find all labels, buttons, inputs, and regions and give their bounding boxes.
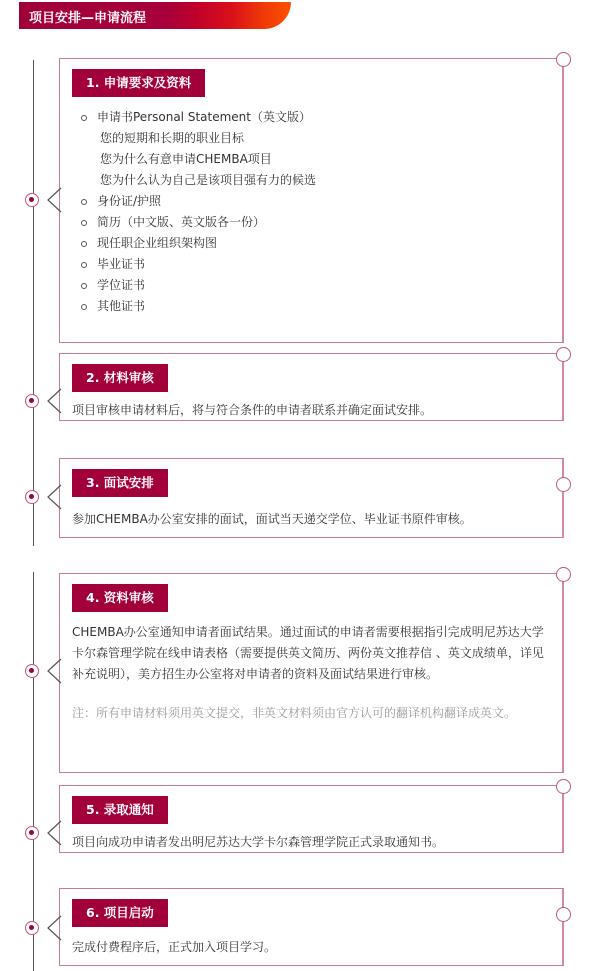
step-text: 参加CHEMBA办公室安排的面试，面试当天递交学位、毕业证书原件审核。 — [72, 512, 472, 526]
step-text: 完成付费程序后，正式加入项目学习。 — [72, 940, 277, 954]
sub-item: 您为什么认为自己是该项目强有力的候选 — [100, 173, 317, 187]
list-item: 身份证/护照 — [72, 191, 550, 212]
step-card-6 — [59, 888, 564, 966]
sub-item: 您为什么有意申请CHEMBA项目 — [100, 152, 272, 166]
step-text: 项目向成功申请者发出明尼苏达大学卡尔森管理学院正式录取通知书。 — [72, 835, 445, 849]
step-card-4 — [59, 573, 564, 773]
timeline-node-icon — [25, 664, 39, 678]
chevron-left-icon — [46, 820, 62, 846]
list-item: 简历（中文版、英文版各一份） — [72, 212, 550, 233]
chevron-left-icon — [46, 658, 62, 684]
list-item: 现任职企业组织架构图 — [72, 233, 550, 254]
step-title: 6. 项目启动 — [72, 899, 168, 927]
circle-icon — [556, 347, 571, 362]
timeline-node-icon — [25, 490, 39, 504]
chevron-left-icon — [46, 484, 62, 510]
step-card-1 — [59, 58, 564, 343]
timeline-node-icon — [25, 826, 39, 840]
list-item: 学位证书 — [72, 275, 550, 296]
step-text: 项目审核申请材料后，将与符合条件的申请者联系并确定面试安排。 — [72, 403, 433, 417]
step-card-2 — [59, 353, 564, 421]
requirements-list — [72, 107, 550, 317]
chevron-left-icon — [46, 187, 62, 213]
list-item: 申请书Personal Statement（英文版） — [72, 107, 550, 128]
timeline-node-icon — [25, 394, 39, 408]
timeline-node-icon — [25, 921, 39, 935]
step-title: 5. 录取通知 — [72, 796, 168, 824]
circle-icon — [556, 779, 571, 794]
step-text: CHEMBA办公室通知申请者面试结果。通过面试的申请者需要根据指引完成明尼苏达大学卡尔森管理学院在线申请表格（需要提供英文简历、两份英文推荐信 、英文成绩单，详见补充说明），美方招生办公室将对申请者的资料及面试结果进行审核。 — [72, 625, 544, 681]
step-card-3 — [59, 458, 564, 538]
chevron-left-icon — [46, 388, 62, 414]
timeline-line — [33, 572, 34, 971]
circle-icon — [556, 907, 571, 922]
circle-icon — [556, 52, 571, 67]
step-title: 3. 面试安排 — [72, 469, 168, 497]
list-item: 毕业证书 — [72, 254, 550, 275]
circle-icon — [556, 477, 571, 492]
step-title: 1. 申请要求及资料 — [72, 69, 205, 97]
section-banner — [19, 2, 291, 29]
sub-item: 您的短期和长期的职业目标 — [100, 131, 245, 145]
step-card-5 — [59, 785, 564, 853]
chevron-left-icon — [46, 915, 62, 941]
banner-title: 项目安排—申请流程 — [29, 11, 147, 26]
step-note: 注：所有申请材料须用英文提交，非英文材料须由官方认可的翻译机构翻译成英文。 — [72, 706, 517, 720]
timeline-node-icon — [25, 193, 39, 207]
step-title: 4. 资料审核 — [72, 584, 168, 612]
circle-icon — [556, 567, 571, 582]
list-item: 其他证书 — [72, 296, 550, 317]
step-title: 2. 材料审核 — [72, 364, 168, 392]
timeline-line — [33, 60, 34, 546]
